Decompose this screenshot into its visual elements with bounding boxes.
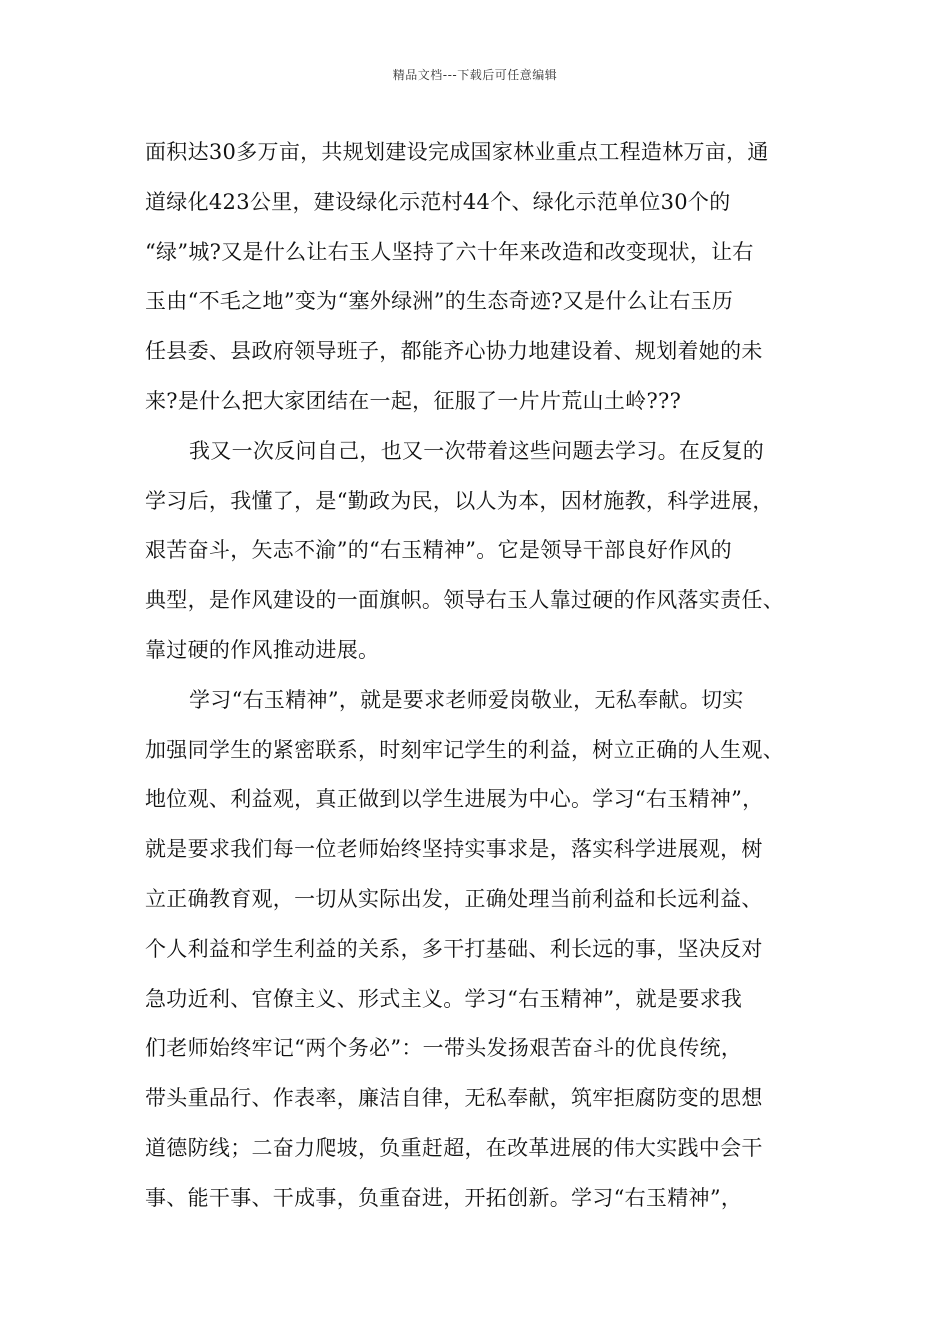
text-line: 就是要求我们每一位老师始终坚持实事求是，落实科学进展观，树	[145, 837, 763, 862]
text-line: 立正确教育观，一切从实际出发，正确处理当前利益和长远利益、	[145, 886, 763, 911]
text-line: 带头重品行、作表率，廉洁自律，无私奉献，筑牢拒腐防变的思想	[145, 1086, 763, 1111]
text-line: “绿”城?又是什么让右玉人坚持了六十年来改造和改变现状，让右	[145, 239, 754, 264]
text-line: 急功近利、官僚主义、形式主义。学习“右玉精神”，就是要求我	[145, 986, 743, 1011]
text-line: 个人利益和学生利益的关系，多干打基础、利长远的事，坚决反对	[145, 936, 763, 961]
text-line: 靠过硬的作风推动进展。	[145, 637, 380, 662]
text-line: 道德防线；二奋力爬坡，负重赶超，在改革进展的伟大实践中会干	[145, 1135, 763, 1160]
text-line: 学习后，我懂了，是“勤政为民，以人为本，因材施教，科学进展，	[145, 488, 774, 513]
text-line: 来?是什么把大家团结在一起，征服了一片片荒山土岭???	[145, 388, 682, 413]
document-body	[145, 128, 805, 1224]
text-line: 地位观、利益观，真正做到以学生进展为中心。学习“右玉精神”，	[145, 787, 764, 812]
page-header: 精品文档---下载后可任意编辑	[392, 68, 558, 82]
text-line: 事、能干事、干成事，负重奋进，开拓创新。学习“右玉精神”，	[145, 1185, 743, 1210]
text-line: 们老师始终牢记“两个务必”：一带头发扬艰苦奋斗的优良传统，	[145, 1036, 743, 1061]
text-line: 加强同学生的紧密联系，时刻牢记学生的利益，树立正确的人生观、	[145, 737, 784, 762]
text-line: 任县委、县政府领导班子，都能齐心协力地建设着、规划着她的未	[145, 339, 763, 364]
text-line: 道绿化423公里，建设绿化示范村44个、绿化示范单位30个的	[145, 189, 731, 214]
text-line: 学习“右玉精神”，就是要求老师爱岗敬业，无私奉献。切实	[189, 687, 744, 712]
text-line: 我又一次反问自己，也又一次带着这些问题去学习。在反复的	[189, 438, 765, 463]
text-line: 面积达30多万亩，共规划建设完成国家林业重点工程造林万亩，通	[145, 140, 769, 164]
text-line: 艰苦奋斗，矢志不渝”的“右玉精神”。它是领导干部良好作风的	[145, 538, 732, 563]
text-line: 玉由“不毛之地”变为“塞外绿洲”的生态奇迹?又是什么让右玉历	[145, 289, 734, 314]
text-line: 典型，是作风建设的一面旗帜。领导右玉人靠过硬的作风落实责任、	[145, 588, 784, 613]
